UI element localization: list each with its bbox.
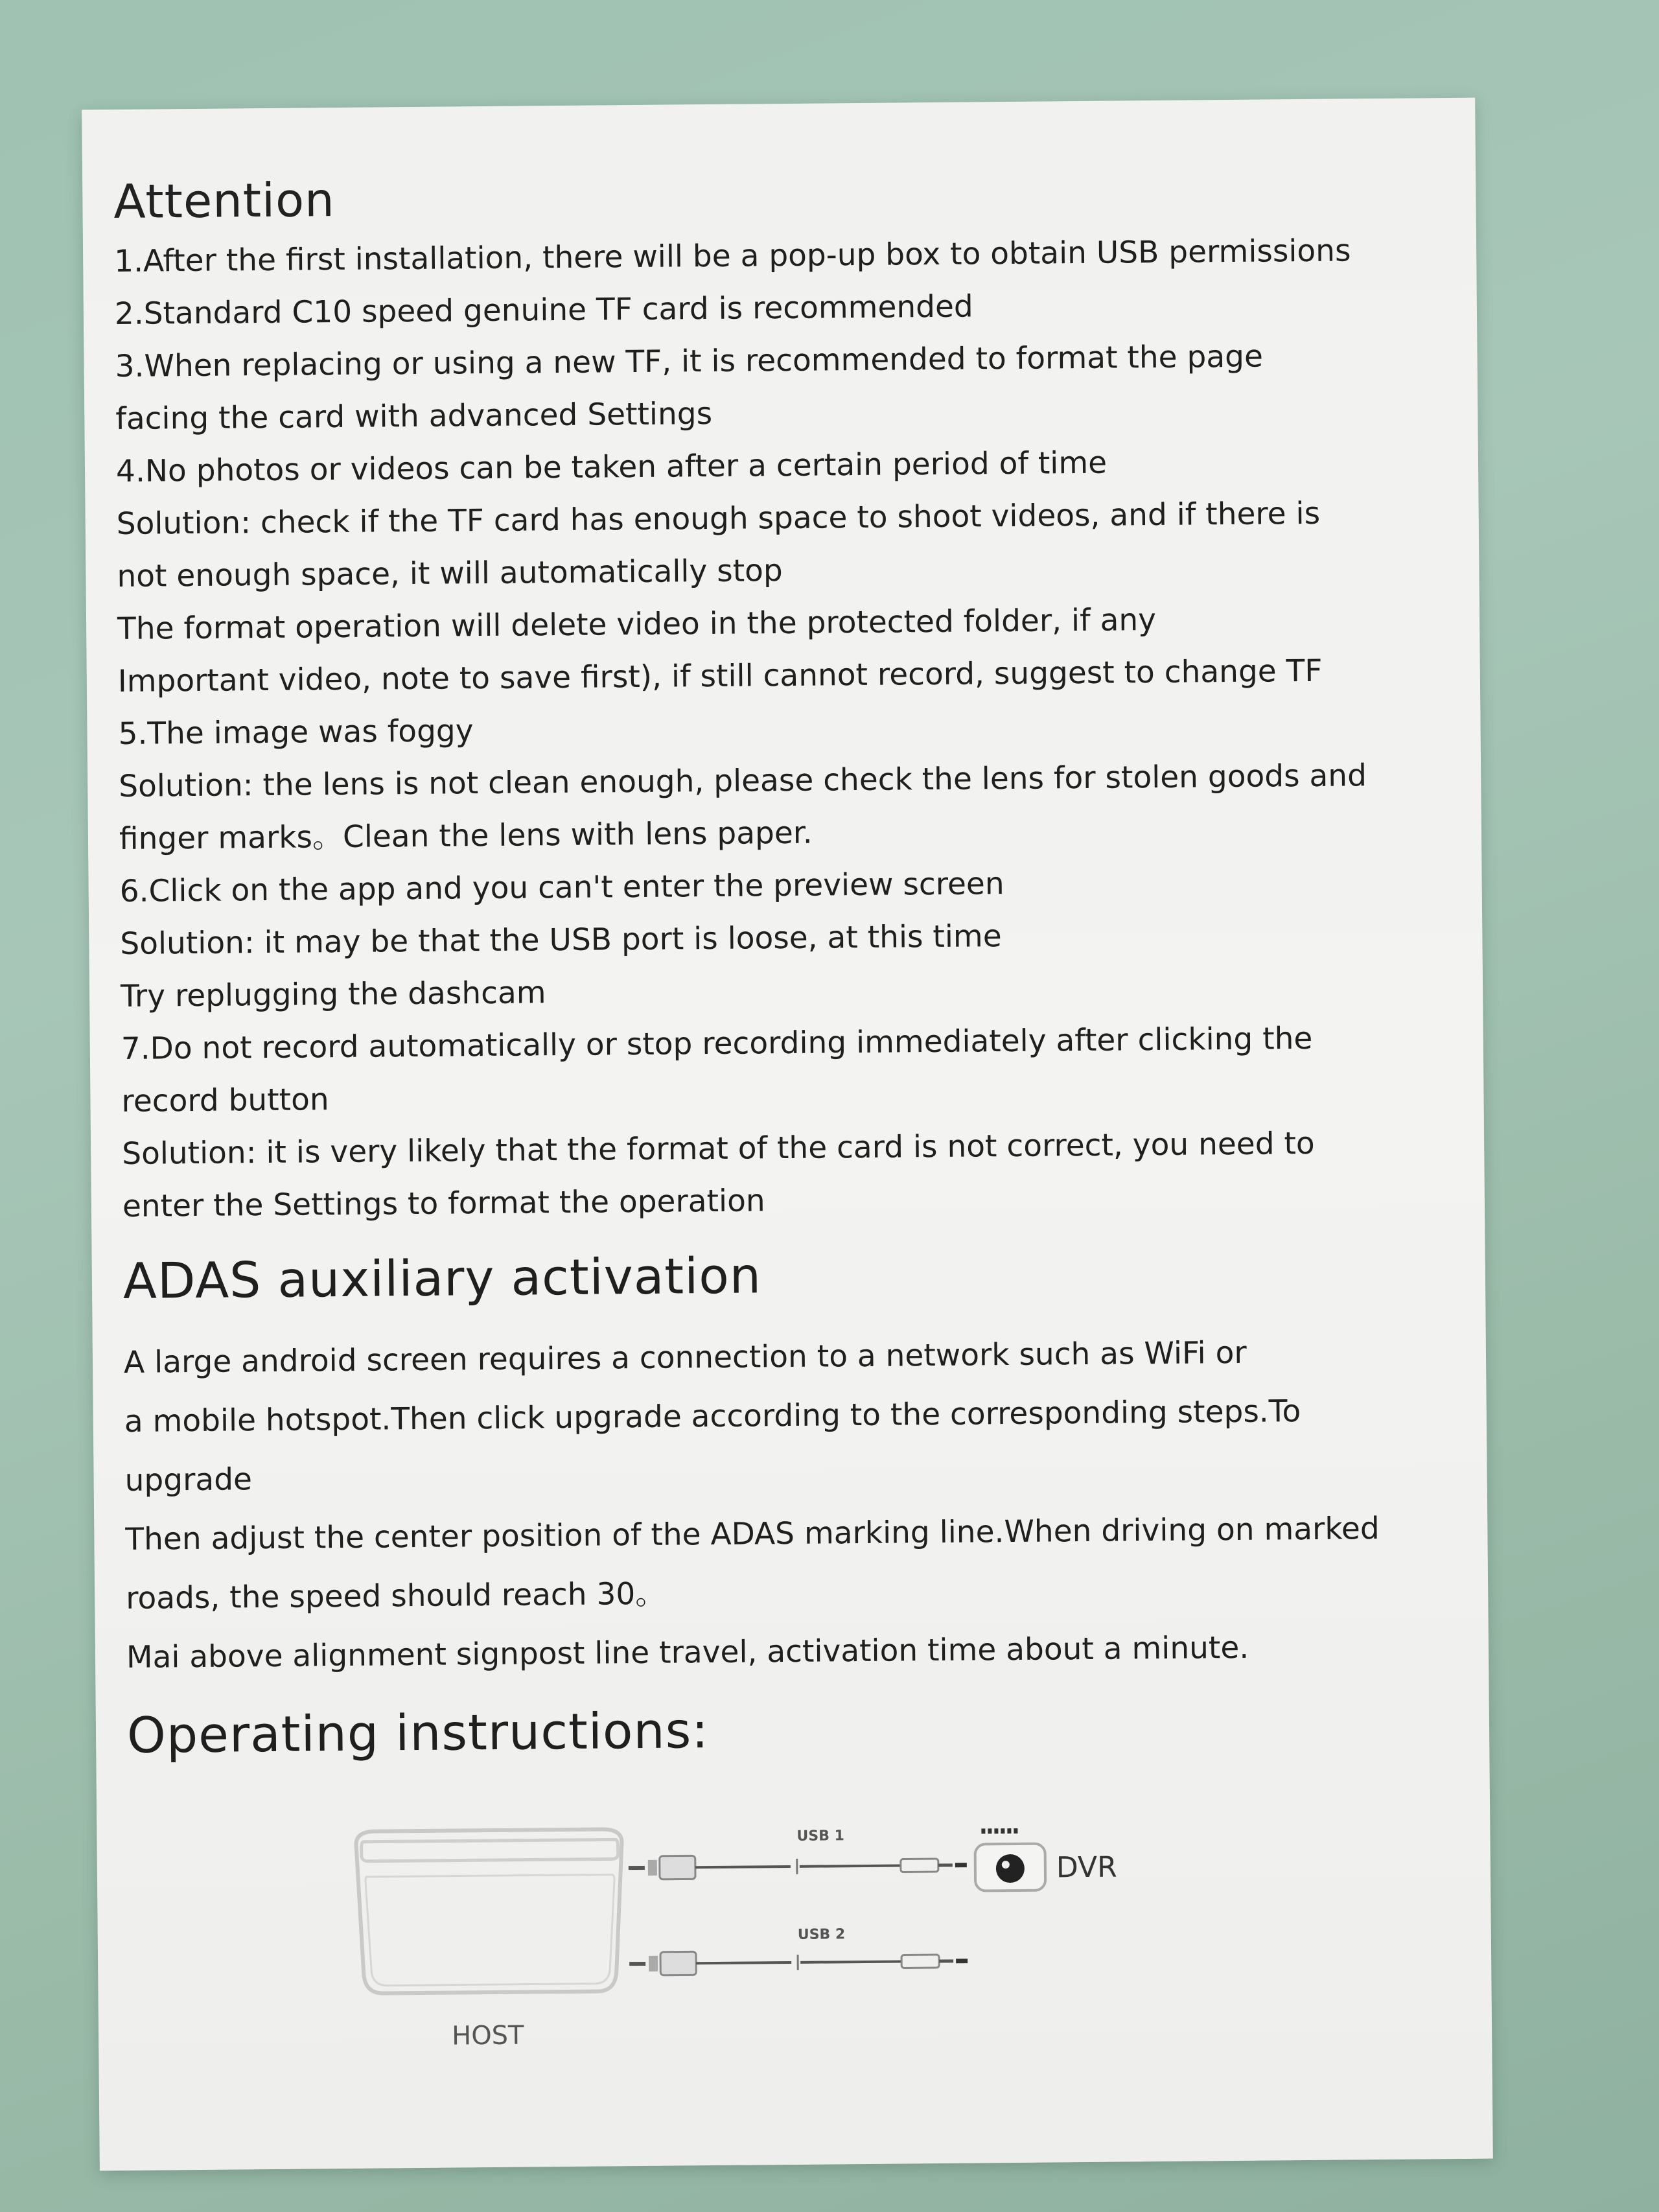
attention-line: 6.Click on the app and you can't enter the preview screen	[119, 866, 1004, 909]
attention-line: Solution: it may be that the USB port is loose, at this time	[120, 918, 1002, 962]
attention-section	[114, 224, 1470, 1233]
attention-line: facing the card with advanced Settings	[115, 395, 713, 437]
attention-line: record button	[121, 1082, 329, 1119]
attention-line: Solution: check if the TF card has enough space to shoot videos, and if there is	[116, 495, 1321, 542]
usb2-cable-icon	[629, 1950, 968, 1976]
attention-line: 2.Standard C10 speed genuine TF card is recommended	[114, 288, 973, 332]
attention-line: 3.When replacing or using a new TF, it is recommended to format the page	[115, 338, 1264, 385]
attention-line: finger marks。Clean the lens with lens paper.	[119, 815, 813, 857]
adas-line: Mai above alignment signpost line travel, activation time about a minute.	[126, 1629, 1249, 1675]
usb1-cable-icon	[629, 1854, 967, 1880]
attention-line: Solution: the lens is not clean enough, please check the lens for stolen goods and	[119, 758, 1367, 804]
adas-line: A large android screen requires a connection to a network such as WiFi or	[123, 1334, 1247, 1380]
adas-heading: ADAS auxiliary activation	[122, 1246, 762, 1310]
attention-line: 4.No photos or videos can be taken after a certain period of time	[115, 445, 1108, 490]
attention-line: The format operation will delete video in the protected folder, if any	[117, 602, 1157, 647]
attention-line: Try replugging the dashcam	[120, 975, 546, 1014]
adas-section	[124, 1321, 1475, 1687]
attention-heading: Attention	[113, 172, 336, 229]
dvr-camera-icon	[975, 1828, 1045, 1891]
operating-heading: Operating instructions:	[126, 1701, 710, 1764]
host-label: HOST	[451, 2020, 524, 2051]
attention-line: 5.The image was foggy	[118, 713, 474, 752]
connection-diagram-svg	[343, 1811, 1187, 2078]
attention-line: Important video, note to save first), if still cannot record, suggest to change TF	[117, 653, 1323, 699]
connection-diagram	[343, 1811, 1187, 2078]
usb2-label: USB 2	[797, 1926, 846, 1943]
attention-line: not enough space, it will automatically stop	[117, 553, 783, 594]
manual-page	[82, 98, 1493, 2171]
adas-line: Then adjust the center position of the ADAS marking line.When driving on marked	[125, 1511, 1380, 1557]
adas-line: roads, the speed should reach 30。	[125, 1576, 666, 1616]
dvr-label: DVR	[1056, 1850, 1117, 1885]
adas-line: a mobile hotspot.Then click upgrade according to the corresponding steps.To	[124, 1393, 1301, 1439]
adas-line: upgrade	[124, 1461, 253, 1498]
usb1-label: USB 1	[796, 1828, 845, 1845]
attention-line: 1.After the first installation, there will be a pop-up box to obtain USB permissions	[113, 233, 1351, 280]
page-content	[113, 163, 1476, 1787]
attention-line: Solution: it is very likely that the format of the card is not correct, you need to	[121, 1125, 1315, 1172]
attention-line: enter the Settings to format the operation	[122, 1183, 765, 1224]
attention-line: 7.Do not record automatically or stop recording immediately after clicking the	[121, 1020, 1313, 1067]
host-unit-icon	[356, 1829, 623, 1994]
